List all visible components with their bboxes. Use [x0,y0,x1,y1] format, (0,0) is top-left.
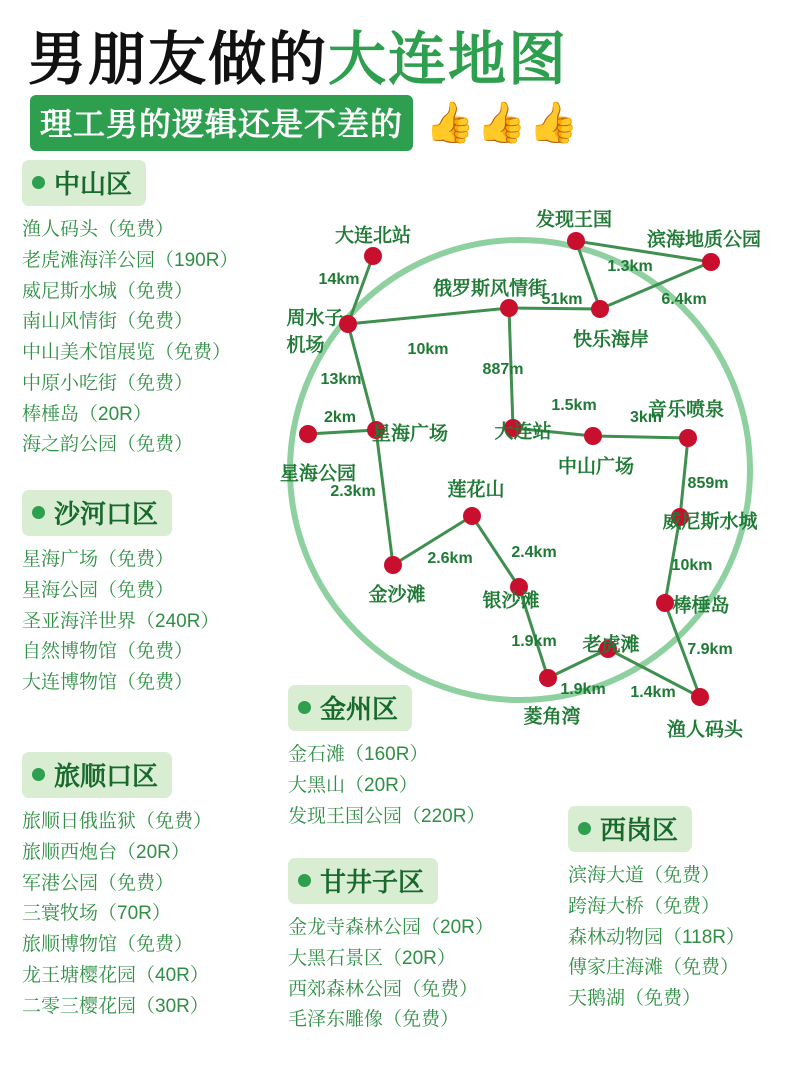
map-edge [348,256,373,324]
map-edge [308,430,376,434]
map-edge-distance-label: 13km [320,371,362,388]
map-edge-distance-label: 859m [687,475,729,492]
map-node-dot[interactable] [567,232,585,250]
bullet-dot-icon [32,176,45,189]
list-item: 大黑石景区（20R） [288,947,456,969]
map-diagram [280,190,790,760]
list-item: 圣亚海洋世界（240R） [22,610,220,632]
map-node-dot[interactable] [384,556,402,574]
map-node-dot[interactable] [299,425,317,443]
list-item: 西郊森林公园（免费） [288,978,479,1000]
list-item: 旅顺博物馆（免费） [22,934,194,956]
district-list [22,807,212,1022]
map-node-label: 快乐海岸 [572,329,650,351]
list-item: 金龙寺森林公园（20R） [288,917,494,938]
map-edge [376,430,393,565]
district-header [22,160,146,206]
title-text-black: 男朋友做的 [28,27,329,92]
map-node-label: 发现王国 [535,209,613,231]
list-item: 二零三樱花园（30R） [22,995,209,1017]
map-edge-distance-label: 1.9km [511,633,557,650]
list-item: 毛泽东雕像（免费） [288,1009,460,1031]
list-item: 南山风情街（免费） [22,311,194,333]
district-title: 中山区 [54,169,133,199]
map-edge [348,308,509,324]
district-block-zhongshan [22,160,238,461]
list-item: 老虎滩海洋公园（190R） [22,249,239,271]
district-title: 金州区 [320,694,399,724]
thumbs-up-icon: 👍 [528,101,581,145]
map-edge-distance-label: 2.3km [330,483,376,500]
map-node-label: 星海广场 [371,423,449,445]
map-node-label: 周水子 机场 [286,308,344,356]
list-item: 旅顺西炮台（20R） [22,841,190,863]
list-item: 大连博物馆（免费） [22,672,194,694]
map-node-label: 渔人码头 [666,719,744,741]
map-edge-distance-label: 2.4km [511,544,557,561]
list-item: 中原小吃街（免费） [22,372,194,394]
list-item: 威尼斯水城（免费） [22,280,194,302]
map-node-dot[interactable] [500,299,518,317]
map-node-dot[interactable] [691,688,709,706]
map-edge-distance-label: 10km [671,557,713,574]
map-node-dot[interactable] [679,429,697,447]
subtitle-banner: 理工男的逻辑还是不差的 [30,95,413,151]
list-item: 星海公园（免费） [22,579,175,601]
district-header [288,858,438,904]
map-node-label: 中山广场 [557,456,635,478]
subtitle-row [30,95,580,151]
bullet-dot-icon [578,822,591,835]
map-edge-distance-label: 1.5km [551,397,597,414]
map-node-label: 棒棰岛 [672,595,730,617]
list-item: 傅家庄海滩（免费） [568,957,740,979]
map-edge-distance-label: 1.3km [607,258,653,275]
page-title [28,12,568,96]
map-node-dot[interactable] [591,300,609,318]
map-edge-distance-label: 1.9km [560,681,606,698]
map-node-label: 俄罗斯风情街 [432,278,548,300]
district-list [22,215,238,461]
list-item: 发现王国公园（220R） [288,805,486,827]
list-item: 森林动物园（118R） [568,926,746,948]
map-node-label: 威尼斯水城 [662,511,758,533]
header [0,0,800,150]
map-node-dot[interactable] [463,507,481,525]
map-edge-distance-label: 6.4km [661,291,707,308]
list-item: 滨海大道（免费） [568,865,721,886]
map-edge-distance-label: 14km [318,271,360,288]
thumbs-up-icon-group [425,103,580,143]
map-node-label: 金沙滩 [368,584,426,606]
title-text-green: 大连地图 [328,27,569,92]
map-node-label: 星海公园 [279,463,357,485]
map-edge-distance-label: 2km [323,409,357,426]
list-item: 中山美术馆展览（免费） [22,342,232,364]
list-item: 渔人码头（免费） [22,219,175,240]
list-item: 旅顺日俄监狱（免费） [22,811,213,832]
thumbs-up-icon: 👍 [476,101,529,145]
district-block-lvshunkou [22,752,212,1022]
district-title: 沙河口区 [54,499,159,529]
district-block-ganjingzi [288,858,494,1036]
district-title: 旅顺口区 [54,761,159,791]
list-item: 天鹅湖（免费） [568,988,702,1010]
district-header [22,752,172,798]
map-node-dot[interactable] [364,247,382,265]
map-node-label: 大连北站 [334,225,412,247]
list-item: 三寰牧场（70R） [22,903,171,925]
list-item: 龙王塘樱花园（40R） [22,964,209,986]
list-item: 军港公园（免费） [22,872,175,894]
map-node-label: 莲花山 [447,479,505,501]
list-item: 大黑山（20R） [288,774,418,796]
district-list [288,913,494,1036]
district-header [568,806,692,852]
map-node-dot[interactable] [539,669,557,687]
map-node-label: 银沙滩 [482,590,540,612]
map-node-label: 滨海地质公园 [646,229,762,251]
map-node-label: 大连站 [494,421,552,443]
map-node-label: 老虎滩 [582,634,640,656]
district-title: 甘井子区 [320,867,425,897]
thumbs-up-icon: 👍 [425,101,477,145]
map-edge-distance-label: 887m [482,361,524,378]
district-list [22,545,219,699]
map-edge-distance-label: 3km [629,409,663,426]
bullet-dot-icon [32,768,45,781]
map-edge-distance-label: 2.6km [427,550,473,567]
list-item: 自然博物馆（免费） [22,641,194,663]
district-block-shahekou [22,490,219,699]
district-title: 西岗区 [600,815,679,845]
bullet-dot-icon [298,874,311,887]
district-block-xigang [568,806,745,1015]
map-node-label: 菱角湾 [523,706,581,728]
map-edge-distance-label: 1.4km [630,684,676,701]
list-item: 星海广场（免费） [22,549,175,570]
map-edge-distance-label: 10km [407,341,449,358]
map-node-dot[interactable] [584,427,602,445]
map-node-dot[interactable] [702,253,720,271]
list-item: 棒棰岛（20R） [22,403,152,425]
district-header [22,490,172,536]
list-item: 金石滩（160R） [288,744,429,765]
map-edge-distance-label: 7.9km [687,641,733,658]
map-edge-distance-label: 51km [541,291,583,308]
map-edge [593,436,688,438]
map-node-dot[interactable] [656,594,674,612]
bullet-dot-icon [32,506,45,519]
list-item: 跨海大桥（免费） [568,895,721,917]
map-node-label: 音乐喷泉 [647,399,725,421]
district-list [568,861,745,1015]
list-item: 海之韵公园（免费） [22,434,194,456]
